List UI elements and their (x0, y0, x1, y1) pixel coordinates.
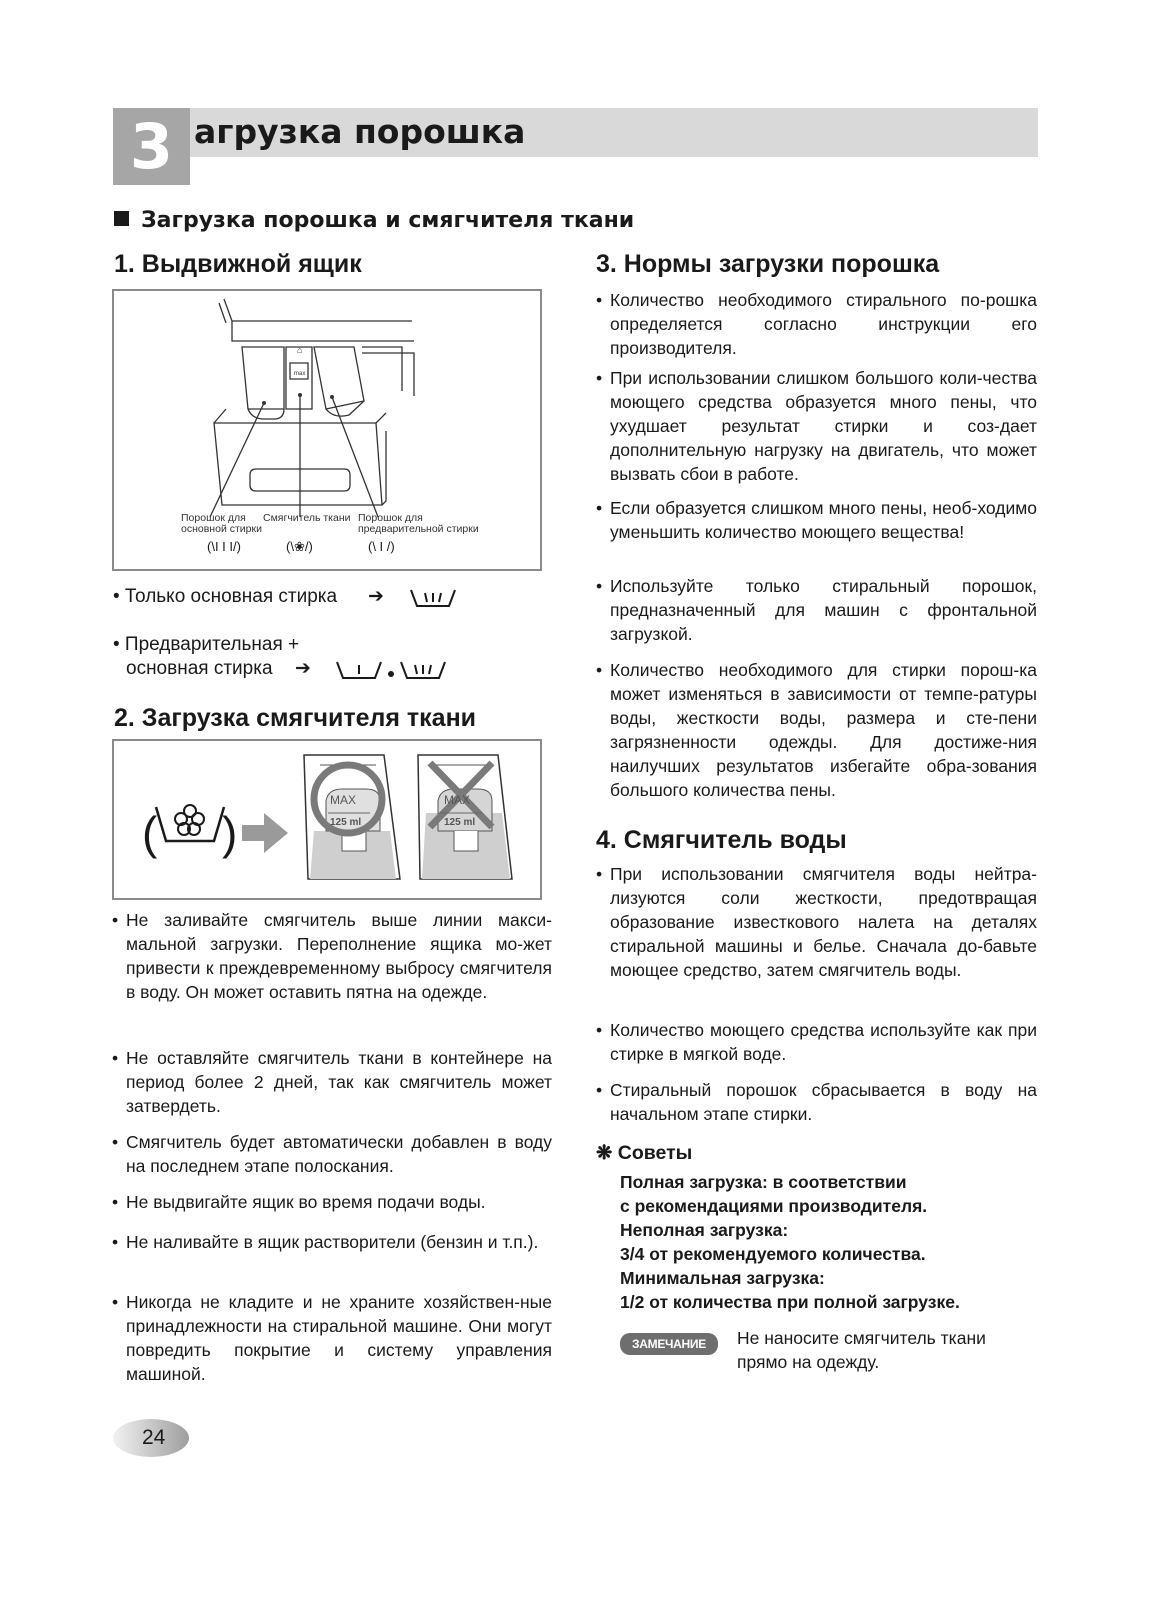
norms-bullet-5: • Количество необходимого для стирки порош-ка может изменяться в зависимости от темпе-ратуры воды, жесткости воды, размера и сте-пени загрязненности одежды. Для достиже-ния наилучших результатов избегайте обра-зования большого количества пены. (596, 660, 1037, 800)
label-prewash (358, 513, 479, 535)
symbol-prewash: (\ I /) (368, 539, 395, 554)
main-wash-symbol-icon (408, 584, 458, 610)
symbol-main-wash: (\I I I/) (207, 539, 241, 554)
tips-line-3: Неполная загрузка: (620, 1220, 789, 1240)
water-softener-bullet-1-text: При использовании смягчителя воды нейтра-лизуются соли жесткости, предотвращая образование известкового налета на деталях стиральной машины и белье. Сначала до-бавьте моющее средство, затем смягчитель воды. (610, 864, 1037, 980)
water-softener-bullet-3: • Стиральный порошок сбрасывается в воду на начальном этапе стирки. (596, 1080, 1037, 1124)
max-label-bad: MAX (444, 793, 471, 807)
chapter-title: агрузка порошка (194, 112, 526, 151)
softener-bullet-5: • Не наливайте в ящик растворители (бензин и т.п.). (112, 1230, 552, 1254)
svg-text:(: ( (142, 807, 158, 859)
svg-text:max: max (294, 371, 306, 377)
note-badge: ЗАМЕЧАНИЕ (620, 1333, 718, 1355)
norms-bullet-2-text: При использовании слишком большого коли-чества моющего средства образуется много пены, что ухудшает результат стирки и соз-дает дополнительную нагрузку на двигатель, что может вызвать сбои в работе. (610, 368, 1037, 484)
norms-bullet-3-text: Если образуется слишком много пены, необ-ходимо уменьшить количество моющего вещества! (610, 498, 1037, 542)
page-number: 24 (142, 1426, 166, 1449)
drawer-figure (112, 289, 542, 571)
arrow-icon-2: ➔ (295, 658, 311, 679)
label-prewash-line2: предварительной стирки (358, 523, 479, 535)
option-prewash-line2: основная стирка (126, 658, 273, 679)
water-softener-heading: 4. Смягчитель воды (596, 826, 847, 854)
arrow-icon: ➔ (368, 586, 384, 607)
symbol-softener: (\❀/) (286, 539, 313, 554)
softener-bullet-2-text: Не оставляйте смягчитель ткани в контейнере на период более 2 дней, так как смягчитель может затвердеть. (126, 1048, 552, 1116)
prewash-plus-main-symbol-icon (334, 656, 450, 682)
max-label-ok: MAX (330, 793, 357, 807)
softener-bullet-3: • Смягчитель будет автоматически добавлен в воду на последнем этапе полоскания. (112, 1132, 552, 1176)
tips-line-4: 3/4 от рекомендуемого количества. (620, 1244, 926, 1264)
softener-bullet-2: • Не оставляйте смягчитель ткани в контейнере на период более 2 дней, так как смягчитель может затвердеть. (112, 1048, 552, 1116)
label-softener: Смягчитель ткани (263, 512, 351, 524)
tips-line-2: с рекомендациями производителя. (620, 1196, 928, 1216)
section-title-text: Загрузка порошка и смягчителя ткани (141, 208, 635, 233)
softener-heading: 2. Загрузка смягчителя ткани (114, 704, 477, 732)
softener-bullet-4: • Не выдвигайте ящик во время подачи воды. (112, 1190, 552, 1214)
softener-bullet-3-text: Смягчитель будет автоматически добавлен в воду на последнем этапе полоскания. (126, 1132, 552, 1176)
tips-line-5: Минимальная загрузка: (620, 1268, 825, 1288)
norms-bullet-2: • При использовании слишком большого коли-чества моющего средства образуется много пены, что ухудшает результат стирки и соз-дает дополнительную нагрузку на двигатель, что может вызвать сбои в работе. (596, 368, 1037, 484)
water-softener-bullet-2-text: Количество моющего средства используйте как при стирке в мягкой воде. (610, 1020, 1037, 1064)
option-main-wash: • Только основная стирка (113, 586, 338, 607)
softener-figure (112, 739, 542, 900)
softener-bullet-1: • Не заливайте смягчитель выше линии макси-мальной загрузки. Переполнение ящика мо-жет привести к преждевременному выбросу смягчителя в воду. Он может оставить пятна на одежде. (112, 910, 552, 1002)
softener-bullet-1-text: Не заливайте смягчитель выше линии макси-мальной загрузки. Переполнение ящика мо-жет привести к преждевременному выбросу смягчителя в воду. Он может оставить пятна на одежде. (126, 910, 552, 1002)
label-main-wash-line1: Порошок для (181, 512, 246, 524)
label-prewash-line1: Порошок для (358, 512, 423, 524)
softener-illustration (114, 741, 540, 898)
label-main-wash-line2: основной стирки (181, 523, 262, 535)
norms-bullet-3: • Если образуется слишком много пены, необ-ходимо уменьшить количество моющего вещества! (596, 498, 1037, 542)
tips-line-6: 1/2 от количества при полной загрузке. (620, 1292, 960, 1312)
norms-bullet-4: • Используйте только стиральный порошок, предназначенный для машин с фронтальной загрузкой. (596, 576, 1037, 644)
tips-heading: ❋ Советы (596, 1142, 693, 1164)
norms-bullet-4-text: Используйте только стиральный порошок, предназначенный для машин с фронтальной загрузкой. (610, 576, 1037, 644)
ml-label-ok: 125 ml (330, 817, 362, 828)
softener-bullet-6-text: Никогда не кладите и не храните хозяйствен-ные принадлежности на стиральной машине. Они могут повредить покрытие и систему управления машиной. (126, 1292, 552, 1384)
norms-heading: 3. Нормы загрузки порошка (596, 250, 940, 278)
water-softener-bullet-1: • При использовании смягчителя воды нейтра-лизуются соли жесткости, предотвращая образование известкового налета на деталях стиральной машины и белье. Сначала до-бавьте моющее средство, затем смягчитель воды. (596, 864, 1037, 980)
norms-bullet-1: • Количество необходимого стирального по-рошка определяется согласно инструкции его производителя. (596, 290, 1037, 358)
softener-bullet-5-text: Не наливайте в ящик растворители (бензин и т.п.). (126, 1232, 539, 1252)
label-main-wash (181, 513, 262, 535)
option-prewash-line1: • Предварительная + (113, 634, 300, 655)
water-softener-bullet-3-text: Стиральный порошок сбрасывается в воду на начальном этапе стирки. (610, 1080, 1037, 1124)
softener-bullet-6: • Никогда не кладите и не храните хозяйствен-ные принадлежности на стиральной машине. Они могут повредить покрытие и систему управления машиной. (112, 1292, 552, 1384)
norms-bullet-5-text: Количество необходимого для стирки порош-ка может изменяться в зависимости от темпе-ратуры воды, жесткости воды, размера и сте-пени загрязненности одежды. Для достиже-ния наилучших результатов избегайте обра-зования большого количества пены. (610, 660, 1037, 800)
tips-line-1: Полная загрузка: в соответствии (620, 1172, 907, 1192)
softener-bullet-4-text: Не выдвигайте ящик во время подачи воды. (126, 1192, 486, 1212)
section-title (114, 206, 634, 236)
svg-text:⌂: ⌂ (297, 345, 303, 355)
chapter-number: 3 (113, 108, 190, 185)
note-text: Не наносите смягчитель ткани прямо на одежду. (737, 1328, 986, 1372)
square-bullet-icon (114, 211, 129, 226)
water-softener-bullet-2: • Количество моющего средства используйте как при стирке в мягкой воде. (596, 1020, 1037, 1064)
norms-bullet-1-text: Количество необходимого стирального по-рошка определяется согласно инструкции его производителя. (610, 290, 1037, 358)
drawer-heading: 1. Выдвижной ящик (114, 250, 362, 278)
ml-label-bad: 125 ml (444, 817, 476, 828)
svg-text:): ) (222, 807, 238, 859)
